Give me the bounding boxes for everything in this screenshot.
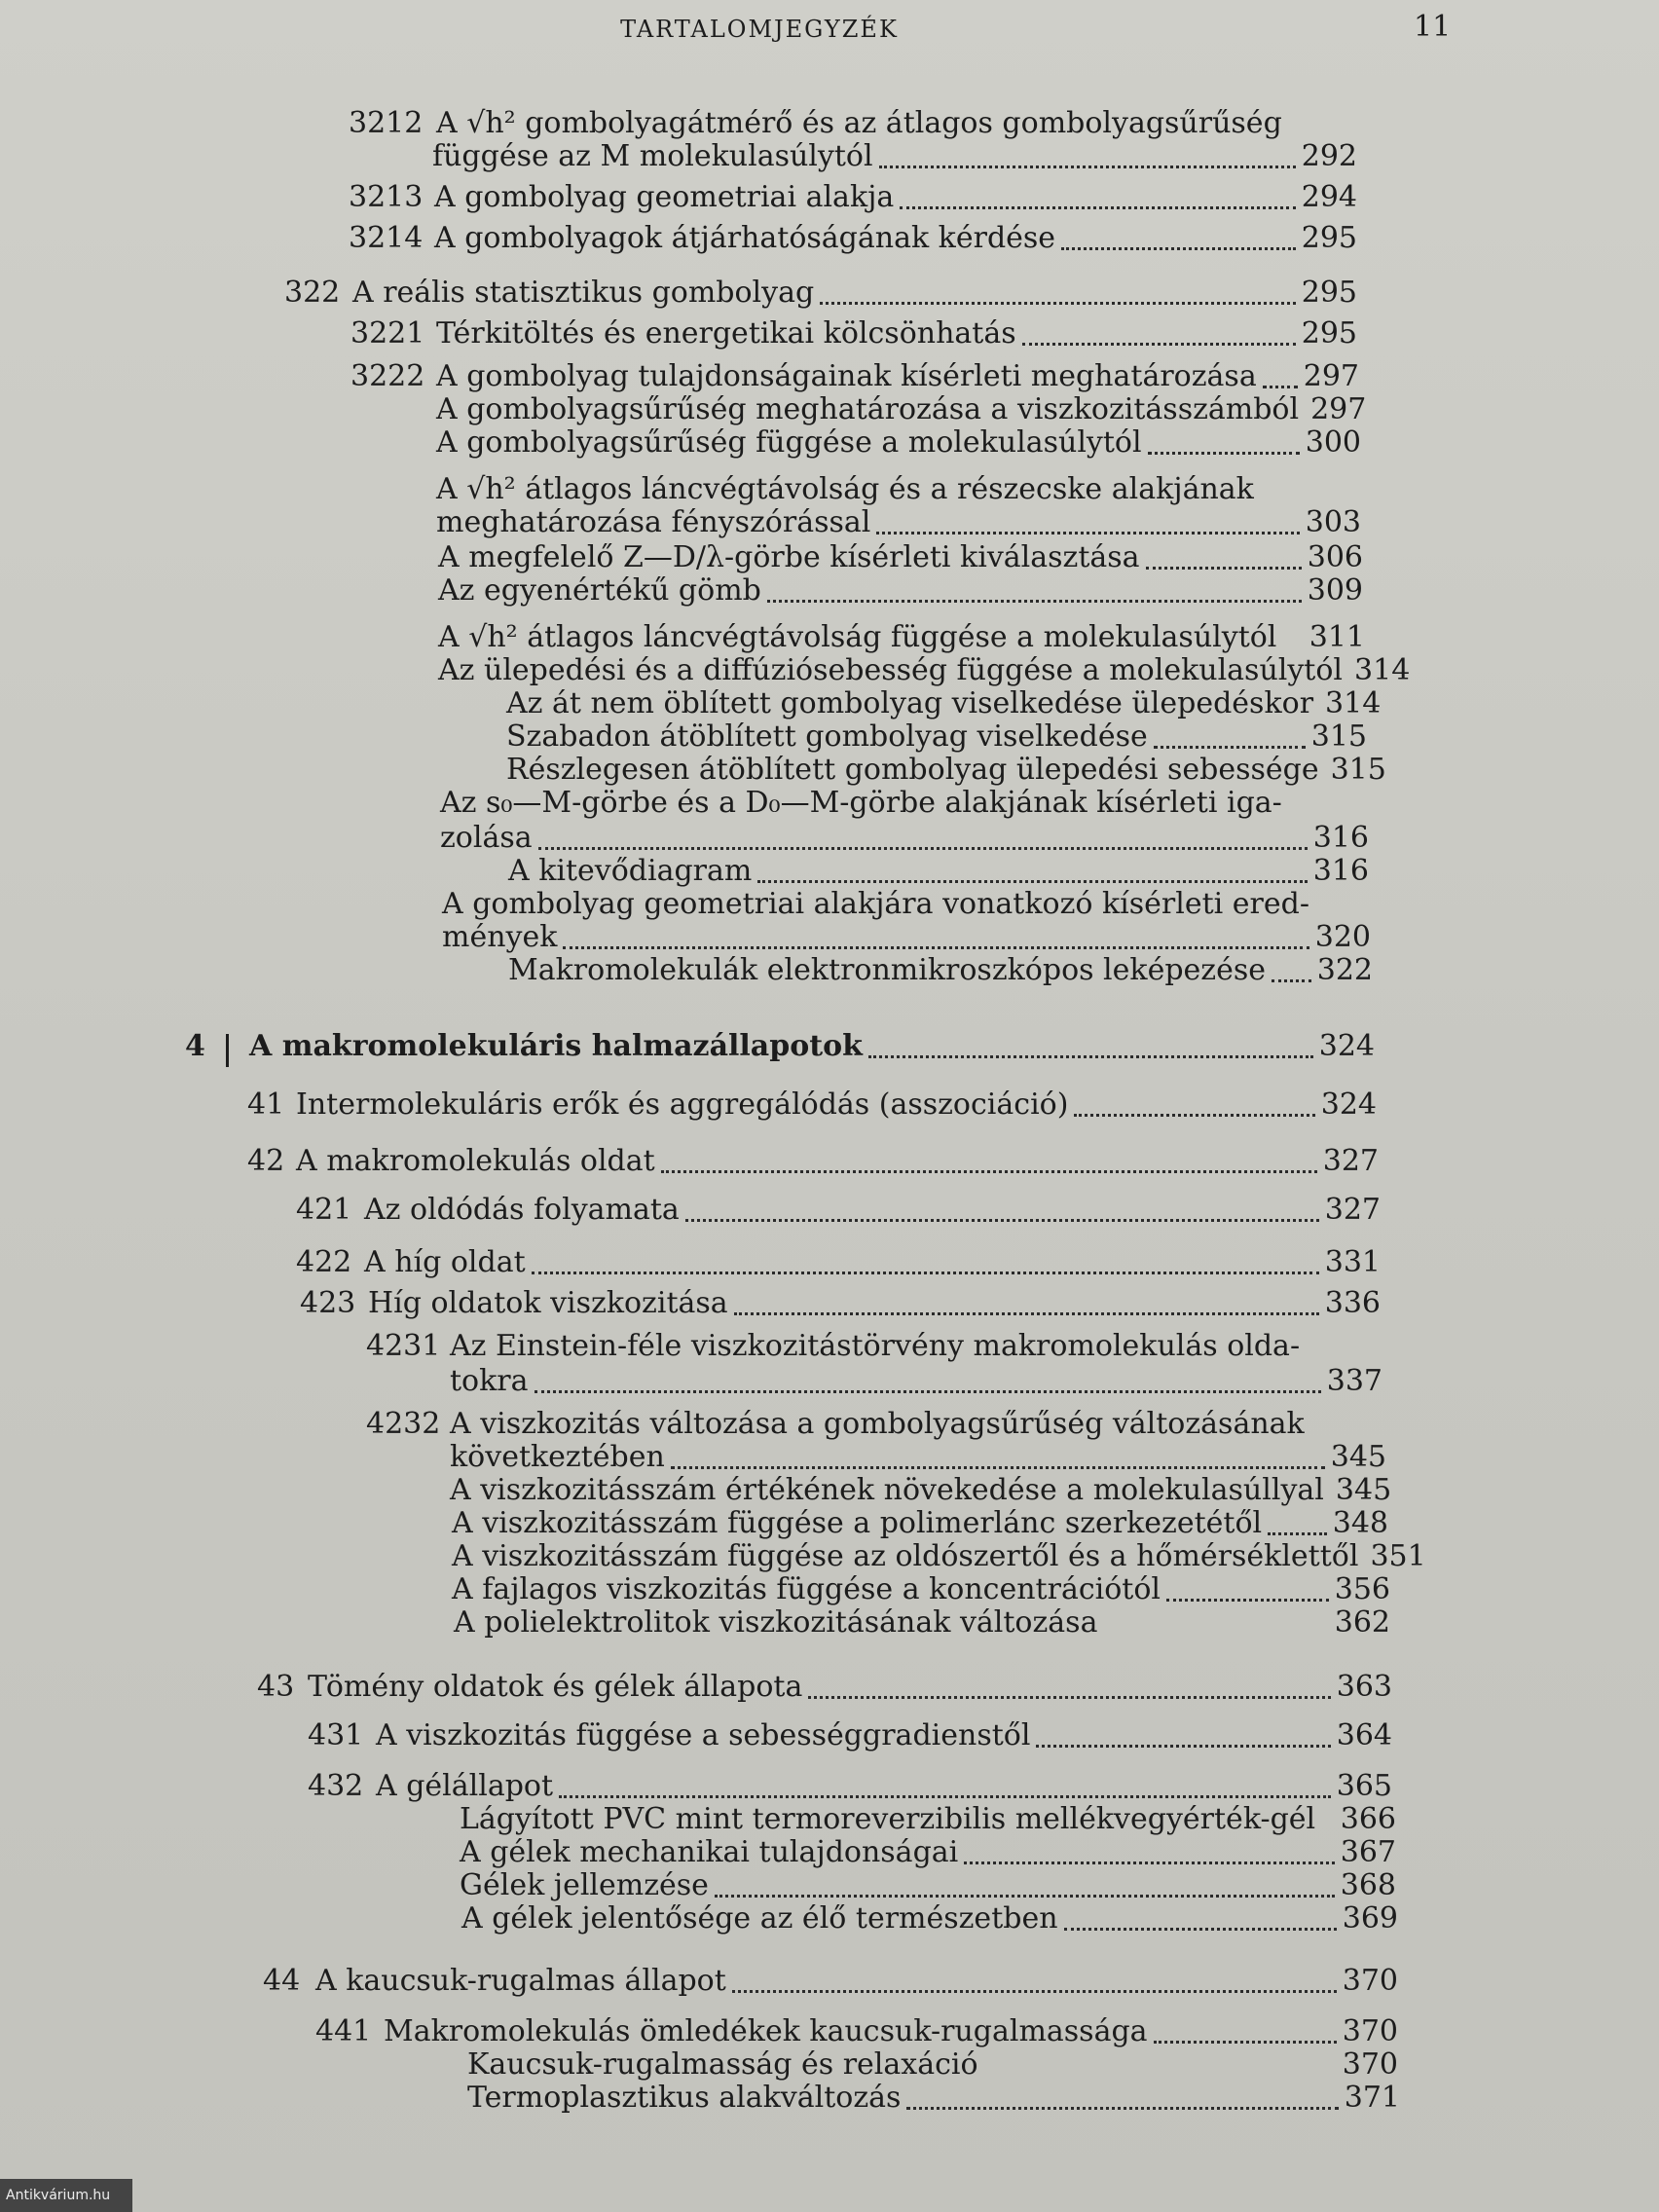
dot-leader [964,1842,1334,1864]
toc-entry [296,1194,1381,1227]
toc-entry-number: 3222 [350,359,425,393]
toc-entry-page: 314 [1325,686,1382,720]
toc-entry-text: függése az M molekulasúlytól [432,139,873,173]
toc-entry-page: 327 [1322,1144,1379,1178]
toc-entry-text: A √h² átlagos láncvégtávolság és a részecske alakjának [436,472,1254,506]
toc-entry [467,2048,1398,2082]
toc-entry [460,1869,1396,1902]
toc-entry-text: Gélek jellemzése [460,1868,709,1902]
toc-entry-page: 368 [1340,1868,1396,1902]
toc-entry [247,1088,1377,1122]
dot-leader [563,927,1309,949]
toc-entry-page: 348 [1332,1506,1388,1540]
toc-entry-page: 367 [1340,1835,1396,1869]
toc-entry-text: tokra [450,1364,529,1398]
toc-entry [284,276,1357,310]
toc-entry-page: 351 [1370,1539,1426,1573]
toc-entry-number: 3214 [349,221,424,255]
toc-entry-text: Az s₀—M-görbe és a D₀—M-görbe alakjának kísérleti iga- [440,786,1282,820]
toc-entry-number: 441 [315,2014,372,2048]
toc-entry-text: A kitevődiagram [508,854,753,888]
toc-entry-page: 331 [1324,1245,1381,1279]
toc-entry-text: A gombolyag geometriai alakja [434,180,895,214]
toc-entry-page: 370 [1342,1964,1398,1998]
toc-entry-text: A gombolyag tulajdonságainak kísérleti meghatározása [436,359,1257,393]
dot-leader [1146,547,1302,570]
toc-entry-page: 364 [1336,1718,1392,1752]
dot-leader [900,187,1295,209]
toc-entry-number: 422 [296,1245,352,1279]
toc-entry [506,686,1382,720]
toc-entry-text: A viszkozitás változása a gombolyagsűrűség változásának [450,1407,1305,1441]
toc-entry [450,1473,1392,1507]
dot-leader [532,1252,1319,1274]
toc-entry-text: A √h² átlagos láncvégtávolság függése a molekulasúlytól [438,620,1277,654]
toc-entry-page: 315 [1310,719,1367,754]
toc-entry-page: 303 [1305,505,1361,539]
dot-leader [715,1875,1335,1898]
site-watermark: Antikvárium.hu [0,2179,132,2212]
dot-leader [984,2055,1337,2075]
dot-leader [1154,2021,1337,2044]
toc-entry-text: A viszkozitásszám függése az oldószertől és a hőmérséklettől [452,1539,1359,1573]
toc-entry-text: Makromolekulás ömledékek kaucsuk-rugalmassága [384,2014,1148,2048]
toc-entry-text: zolása [440,821,533,855]
toc-entry-page: 345 [1330,1440,1386,1474]
toc-entry-text: A makromolekuláris halmazállapotok [249,1029,863,1063]
toc-entry-page: 370 [1342,2014,1398,2048]
toc-entry-text: Intermolekuláris erők és aggregálódás (asszociáció) [296,1088,1069,1122]
toc-entry [436,426,1361,460]
toc-entry [452,1573,1390,1606]
toc-entry [508,855,1369,888]
toc-entry-page: 345 [1335,1473,1392,1507]
dot-leader [876,512,1299,535]
dot-leader [1282,628,1303,647]
toc-entry-number: 421 [296,1193,352,1227]
dot-leader [906,2087,1338,2110]
dot-leader [685,1199,1319,1222]
toc-entry [450,1365,1382,1398]
toc-entry-page: 311 [1309,620,1365,654]
toc-entry [461,1902,1398,1936]
toc-entry-number: 3221 [350,316,425,350]
toc-entry-text: Az oldódás folyamata [364,1193,680,1227]
toc-entry-text: Az Einstein-féle viszkozitástörvény makromolekulás olda- [450,1329,1301,1363]
toc-entry-page: 292 [1301,139,1357,173]
toc-entry-page: 324 [1318,1029,1375,1063]
toc-entry [349,107,1293,140]
toc-entry [436,392,1367,426]
toc-entry-number: 43 [257,1670,295,1704]
toc-entry-page: 294 [1301,180,1357,214]
toc-chapter-entry [185,1030,1375,1063]
toc-entry [442,921,1371,954]
toc-entry-text: Részlegesen átöblített gombolyag ülepedési sebessége [506,753,1319,787]
toc-entry-page: 295 [1301,221,1357,255]
toc-entry [508,954,1373,987]
toc-entry-number: 3212 [349,106,424,140]
toc-entry [452,1507,1388,1540]
toc-entry-text: Az át nem öblített gombolyag viselkedése ülepedéskor [506,686,1314,720]
dot-leader [1321,1810,1335,1829]
toc-entry-page: 316 [1312,854,1369,888]
toc-entry-text: A gombolyagsűrűség meghatározása a viszkozitásszámból [436,392,1300,426]
toc-entry [442,888,1318,921]
toc-entry-page: 300 [1305,425,1361,460]
toc-entry [436,506,1361,539]
toc-entry-page: 320 [1314,920,1371,954]
toc-entry-text: Makromolekulák elektronmikroszkópos leképezése [508,953,1267,987]
toc-entry-number: 41 [247,1088,285,1122]
toc-entry-page: 371 [1344,2081,1400,2115]
toc-entry-text: A gombolyag geometriai alakjára vonatkozó kísérleti ered- [442,887,1309,921]
toc-entry-number: 4 [185,1029,205,1063]
toc-entry-text: A viszkozitásszám függése a polimerlánc szerkezetétől [452,1506,1263,1540]
dot-leader [538,828,1308,850]
toc-entry [296,1246,1381,1279]
toc-entry [438,574,1363,608]
toc-entry-text: A viszkozitás függése a sebességgradienstől [376,1718,1031,1752]
toc-entry-number: 3213 [349,180,424,214]
toc-entry-page: 327 [1324,1193,1381,1227]
toc-entry [452,1539,1426,1573]
toc-entry-page: 295 [1301,316,1357,350]
toc-entry-text: A gélek jelentősége az élő természetben [461,1901,1058,1936]
toc-entry [432,140,1357,173]
dot-leader [757,861,1307,883]
running-header-page-number: 11 [1414,10,1452,44]
dot-leader [868,1036,1313,1058]
toc-entry-text: A reális statisztikus gombolyag [352,276,815,310]
toc-entry [308,1719,1392,1752]
toc-entry-text: Térkitöltés és energetikai kölcsönhatás [436,316,1016,350]
toc-entry-text: A √h² gombolyagátmérő és az átlagos gombolyagsűrűség [436,106,1282,140]
toc-entry [349,181,1357,214]
toc-entry [454,1606,1390,1640]
toc-entry-page: 324 [1320,1088,1377,1122]
toc-entry-text: Híg oldatok viszkozitása [368,1286,728,1320]
toc-entry [438,621,1365,654]
toc-entry [257,1671,1392,1704]
toc-entry-text: A gombolyagok átjárhatóságának kérdése [434,221,1056,255]
dot-leader [808,1677,1330,1699]
toc-entry [450,1441,1386,1474]
toc-entry [438,653,1411,687]
toc-entry [315,2015,1398,2048]
dot-leader [820,282,1296,305]
toc-entry-page: 336 [1324,1286,1381,1320]
toc-entry [308,1770,1392,1803]
toc-entry-text: következtében [450,1440,665,1474]
toc-entry-page: 295 [1301,276,1357,310]
dot-leader [732,1971,1337,1993]
toc-entry [350,360,1359,393]
toc-entry-text: Tömény oldatok és gélek állapota [308,1670,803,1704]
toc-entry-text: Az ülepedési és a diffúziósebesség függése a molekulasúlytól [438,653,1344,687]
toc-entry [247,1145,1379,1178]
toc-entry [440,787,1316,820]
dot-leader [1103,1613,1328,1633]
toc-entry-text: A megfelelő Z—D/λ-görbe kísérleti kiválasztása [438,540,1140,574]
toc-entry-text: Szabadon átöblített gombolyag viselkedése [506,719,1148,754]
dot-leader [1263,366,1298,388]
dot-leader [1022,323,1296,346]
toc-entry [350,317,1357,350]
toc-entry-page: 337 [1326,1364,1382,1398]
dot-leader [559,1776,1331,1798]
toc-entry-page: 316 [1312,821,1369,855]
toc-entry-text: meghatározása fényszórással [436,505,871,539]
toc-entry-text: A polielektrolitok viszkozitásának változása [454,1605,1098,1640]
dot-leader [767,580,1302,603]
toc-entry [506,753,1386,787]
toc-entry [349,222,1357,255]
toc-entry-page: 369 [1342,1901,1398,1936]
toc-entry-page: 309 [1307,573,1363,608]
toc-entry-page: 366 [1340,1802,1396,1836]
toc-entry [438,541,1363,574]
toc-entry-text: Kaucsuk-rugalmasság és relaxáció [467,2047,978,2082]
toc-entry-number: 431 [308,1718,364,1752]
toc-entry-number: 42 [247,1144,285,1178]
toc-entry [436,473,1312,506]
toc-entry-text: A gélek mechanikai tulajdonságai [460,1835,959,1869]
toc-entry-number: 322 [284,276,341,310]
dot-leader [661,1151,1317,1173]
toc-entry-page: 362 [1334,1605,1390,1640]
toc-entry [467,2082,1400,2115]
toc-entry [460,1803,1396,1836]
toc-entry-page: 315 [1330,753,1386,787]
toc-entry-page: 365 [1336,1769,1392,1803]
toc-entry-page: 356 [1334,1572,1390,1606]
toc-entry [300,1287,1381,1320]
running-header-title: TARTALOMJEGYZÉK [620,16,899,43]
toc-entry-number: 423 [300,1286,356,1320]
toc-entry-text: A kaucsuk-rugalmas állapot [315,1964,726,1998]
toc-entry [460,1836,1396,1869]
toc-entry-page: 297 [1310,392,1367,426]
dot-leader [1064,1908,1337,1931]
toc-entry-number: 4232 [366,1407,441,1441]
toc-entry-page: 297 [1303,359,1359,393]
toc-entry-text: A makromolekulás oldat [296,1144,655,1178]
toc-entry-number: 432 [308,1769,364,1803]
toc-entry-text: Az egyenértékű gömb [438,573,761,608]
toc-entry-text: A híg oldat [364,1245,526,1279]
toc-entry-text: A fajlagos viszkozitás függése a koncentrációtól [452,1572,1161,1606]
dot-leader [535,1371,1321,1393]
dot-leader [1268,1513,1327,1535]
toc-entry-text: A viszkozitásszám értékének növekedése a molekulasúllyal [450,1473,1324,1507]
dot-leader [1074,1094,1314,1117]
toc-entry [366,1408,1340,1441]
toc-entry-text: A gélállapot [376,1769,554,1803]
toc-entry-text: mények [442,920,558,954]
toc-entry-text: Lágyított PVC mint termoreverzibilis mellékvegyérték-gél [460,1802,1316,1836]
toc-entry-page: 306 [1307,540,1363,574]
toc-entry-page: 363 [1336,1670,1392,1704]
dot-leader [1272,960,1311,982]
dot-leader [879,146,1296,168]
toc-entry [263,1965,1398,1998]
toc-entry-number: 4231 [366,1329,441,1363]
dot-leader [1166,1579,1329,1602]
toc-entry [506,720,1367,754]
dot-leader [1061,228,1296,250]
toc-entry-text: A gombolyagsűrűség függése a molekulasúlytól [436,425,1142,460]
dot-leader [671,1447,1325,1469]
toc-entry [366,1330,1340,1363]
dot-leader [1154,726,1306,749]
dot-leader [734,1293,1319,1315]
dot-leader [1148,432,1300,455]
toc-entry-page: 370 [1342,2047,1398,2082]
toc-entry-page: 314 [1354,653,1411,687]
toc-entry-number: 44 [263,1964,301,1998]
toc-entry-text: Termoplasztikus alakváltozás [467,2081,902,2115]
toc-entry-page: 322 [1316,953,1373,987]
dot-leader [1036,1725,1330,1748]
toc-entry [440,822,1369,855]
